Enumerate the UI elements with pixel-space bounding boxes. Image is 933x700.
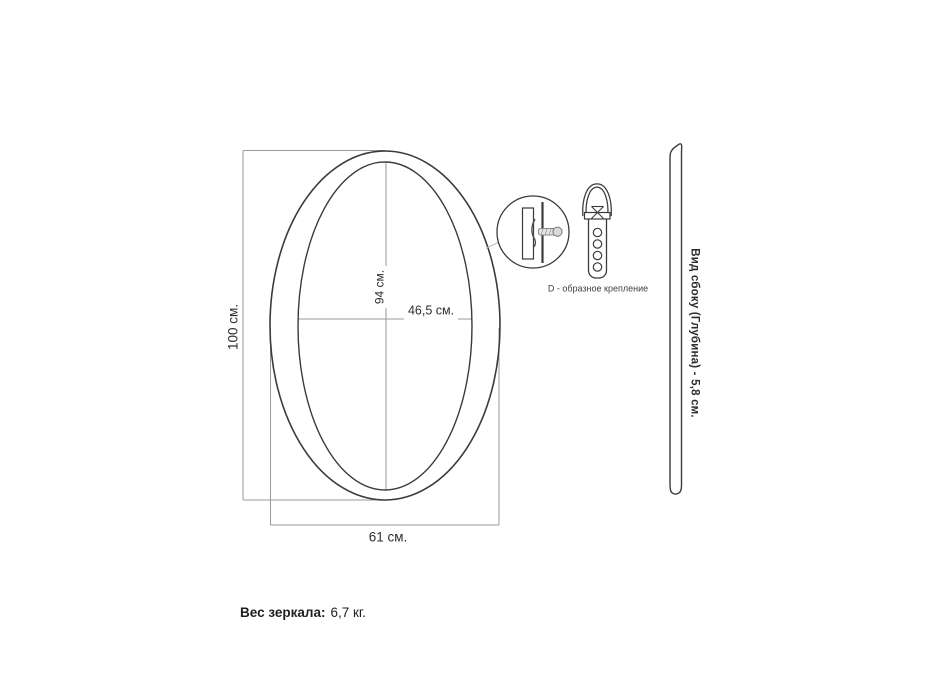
dim-label-glass-height: 94 см.	[373, 266, 390, 308]
dim-label-glass-width: 46,5 см.	[404, 304, 458, 321]
side-view-caption: Вид сбоку (Глубина) - 5,8 см.	[688, 248, 701, 418]
mirror-glass-outline	[298, 162, 472, 490]
mount-detail-caption: D - образное крепление	[547, 283, 649, 294]
weight-value: 6,7 кг.	[330, 605, 366, 620]
d-ring-hanger-icon	[584, 186, 610, 279]
screw-icon	[539, 227, 563, 236]
dim-label-height: 100 см.	[225, 303, 241, 351]
dim-label-width: 61 см.	[368, 529, 408, 545]
dimension-lines	[243, 151, 499, 526]
mirror-frame-outline	[270, 151, 500, 500]
mount-detail	[486, 196, 569, 268]
weight-note	[240, 605, 366, 620]
side-profile-outline	[670, 144, 682, 494]
weight-title: Вес зеркала:	[240, 605, 326, 620]
front-view	[270, 151, 500, 500]
